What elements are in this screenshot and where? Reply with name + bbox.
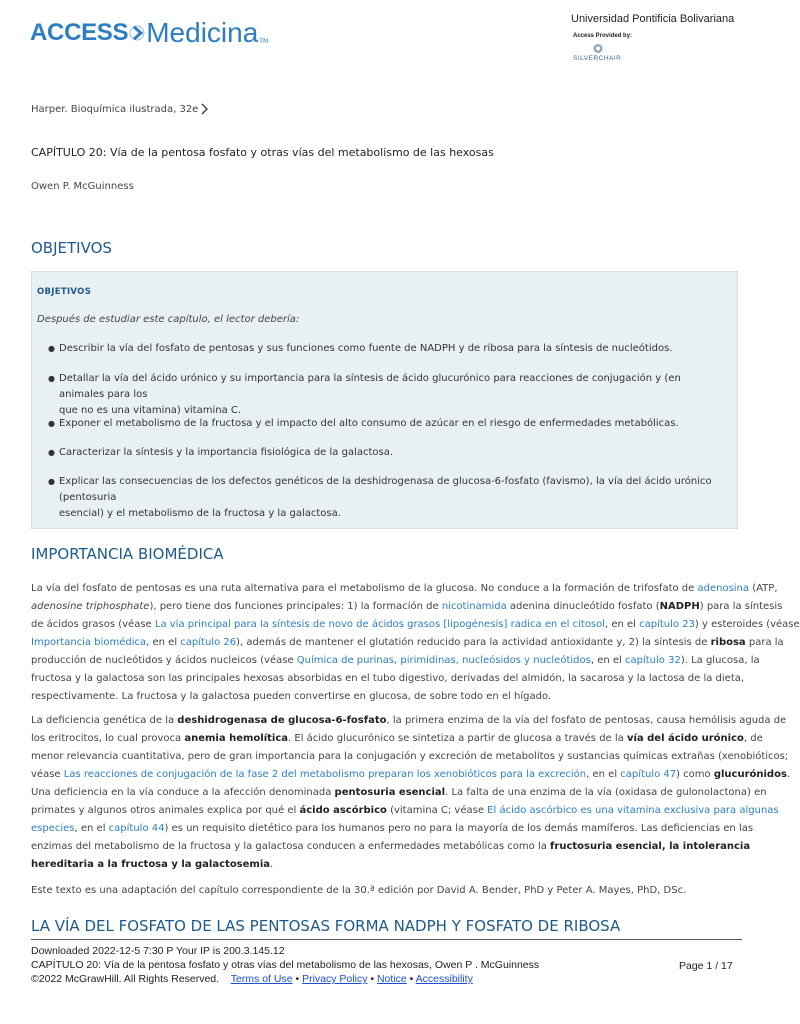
text-line: respectivamente. La fructosa y la galactosa pueden convertirse en glucosa, de sobre todo en el hígado. xyxy=(31,691,552,702)
bullet-icon: ● xyxy=(48,419,55,428)
footer xyxy=(31,944,539,986)
text-line: producción de nucleótidos y ácidos nucleicos (véase Química de purinas, pirimidinas, nucleósidos y nucleótidos, en el capítulo 32). La glucosa, la xyxy=(31,655,760,666)
bullet-icon: ● xyxy=(48,477,55,486)
link-adenosina[interactable]: adenosina xyxy=(697,583,750,594)
list-item xyxy=(48,371,728,419)
footer-copyright: ©2022 McGrawHill. All Rights Reserved. xyxy=(31,973,220,985)
bullet-icon: ● xyxy=(48,374,55,383)
text-line: de ácidos grasos (véase La vía principal para la síntesis de novo de ácidos grasos [lipogénesis] radica en el citosol, en el capítulo 23) y esteroides (véase xyxy=(31,619,800,630)
list-item xyxy=(48,474,728,522)
breadcrumb[interactable] xyxy=(31,103,210,115)
silverchair-logo xyxy=(573,42,633,68)
silverchair-text: SILVERCHAIR xyxy=(573,55,622,62)
breadcrumb-book[interactable]: Harper. Bioquímica ilustrada, 32e xyxy=(31,103,199,115)
link-capitulo-47[interactable]: capítulo 47 xyxy=(620,769,677,780)
access-medicina-logo[interactable] xyxy=(30,13,268,53)
bullet-icon: ● xyxy=(48,344,55,353)
list-item-line: Detallar la vía del ácido urónico y su importancia para la síntesis de ácido glucurónico para reacciones de conjugación y (en animales para los xyxy=(59,373,681,400)
link-capitulo-23[interactable]: capítulo 23 xyxy=(639,619,695,630)
link-importancia-biomedica[interactable]: Importancia biomédica xyxy=(31,637,147,648)
accessibility-link[interactable]: Accessibility xyxy=(415,973,473,985)
link-lipogenesis[interactable]: La vía principal para la síntesis de novo de ácidos grasos [lipogénesis] radica en el citosol xyxy=(154,619,605,630)
link-nicotinamida[interactable]: nicotinamida xyxy=(441,601,507,612)
logo-tm: TM xyxy=(259,38,269,45)
text-line: adenosine triphosphate), pero tiene dos funciones principales: 1) la formación de nicotinamida adenina dinucleótido fosfato (NADPH) para la síntesis xyxy=(31,601,783,612)
list-item-line: que no es una vitamina) vitamina C. xyxy=(59,405,242,416)
text-line: Este texto es una adaptación del capítulo correspondiente de la 30.ª edición por David A. Bender, PhD y Peter A. Mayes, PhD, DSc. xyxy=(31,885,687,896)
list-item xyxy=(48,416,728,432)
footer-divider xyxy=(31,939,742,940)
link-capitulo-44[interactable]: capítulo 44 xyxy=(108,823,165,834)
text-line: fructosa y la galactosa son las principales hexosas absorbidas en el tubo digestivo, derivadas del almidón, la sacarosa y la lactosa de la dieta, xyxy=(31,673,745,684)
section-heading-via-fosfato: LA VÍA DEL FOSFATO DE LAS PENTOSAS FORMA NADPH Y FOSFATO DE RIBOSA xyxy=(31,917,621,935)
list-item-line: Exponer el metabolismo de la fructosa y el impacto del alto consumo de azúcar en el riesgo de enfermedades metabólicas. xyxy=(59,418,679,429)
list-item xyxy=(48,341,728,357)
link-capitulo-32[interactable]: capítulo 32 xyxy=(625,655,681,666)
bullet-icon: ● xyxy=(48,448,55,457)
link-acido-ascorbico[interactable]: El ácido ascórbico es una vitamina exclusiva para algunas xyxy=(487,805,779,816)
footer-links: ©2022 McGrawHill. All Rights Reserved. Terms of Use • Privacy Policy • Notice • Accessibility xyxy=(31,973,473,985)
terms-of-use-link[interactable]: Terms of Use xyxy=(230,973,293,985)
logo-chevron-icon xyxy=(129,22,145,44)
privacy-policy-link[interactable]: Privacy Policy xyxy=(302,973,368,985)
text-line: Importancia biomédica, en el capítulo 26), además de mantener el glutatión reducido para la actividad antioxidante y, 2) la síntesis de ribosa para la xyxy=(31,637,784,648)
text-line: Una deficiencia en la vía conduce a la afección denominada pentosuria esencial. La falta de una enzima de la vía (oxidasa de gulonolactona) en xyxy=(31,787,767,798)
footer-chapter-line: CAPÍTULO 20: Vía de la pentosa fosfato y otras vías del metabolismo de las hexosas, Owen P . McGuinness xyxy=(31,959,540,971)
list-item xyxy=(48,445,728,461)
logo-access-text: ACCESS xyxy=(30,19,129,46)
objetivos-box-label: OBJETIVOS xyxy=(37,287,92,297)
text-line: menor relevancia cuantitativa, pero de gran importancia para la conjugación y excreción de metabolitos y sustancias químicas extrañas (xenobióticos; xyxy=(31,751,789,762)
link-capitulo-26[interactable]: capítulo 26 xyxy=(180,637,237,648)
importancia-heading: IMPORTANCIA BIOMÉDICA xyxy=(31,545,224,563)
paragraph-3 xyxy=(31,882,739,900)
text-line: véase Las reacciones de conjugación de la fase 2 del metabolismo preparan los xenobióticos para la excreción, en el capítulo 47) como glucurónidos. xyxy=(31,769,791,780)
text-line: La vía del fosfato de pentosas es una ruta alternativa para el metabolismo de la glucosa. No conduce a la formación de trifosfato de adenosina (ATP, xyxy=(31,583,778,594)
list-item-line: Caracterizar la síntesis y la importancia fisiológica de la galactosa. xyxy=(59,447,394,458)
chevron-right-icon xyxy=(200,103,210,115)
link-conjugacion-fase-2[interactable]: Las reacciones de conjugación de la fase 2 del metabolismo preparan los xenobióticos para la excreción xyxy=(63,769,587,780)
text-line: los eritrocitos, lo cual provoca anemia hemolítica. El ácido glucurónico se sintetiza a partir de glucosa a través de la vía del ácido urónico, de xyxy=(31,733,763,744)
access-provided-label: Access Provided by: xyxy=(573,33,633,39)
objetivos-intro: Después de estudiar este capítulo, el lector debería: xyxy=(37,314,300,325)
notice-link[interactable]: Notice xyxy=(376,973,407,985)
text-line: primates y algunos otros animales explica por qué el ácido ascórbico (vitamina C; véase El ácido ascórbico es una vitamina exclusiva para algunas xyxy=(31,805,779,816)
text-line: La deficiencia genética de la deshidrogenasa de glucosa-6-fosfato, la primera enzima de la vía del fosfato de pentosas, causa hemólisis aguda de xyxy=(31,715,787,726)
paragraph-1 xyxy=(31,580,800,706)
chapter-title: CAPÍTULO 20: Vía de la pentosa fosfato y otras vías del metabolismo de las hexosas xyxy=(31,146,494,159)
link-especies[interactable]: especies xyxy=(31,823,75,834)
text-line: hereditaria a la fructosa y la galactosemia. xyxy=(31,859,274,870)
silverchair-emblem-icon xyxy=(573,42,633,55)
link-quimica-purinas[interactable]: Química de purinas, pirimidinas, nucleósidos y nucleótidos xyxy=(296,655,591,666)
paragraph-2 xyxy=(31,712,791,874)
page-number: Page 1 / 17 xyxy=(679,960,733,972)
list-item-line: Explicar las consecuencias de los defectos genéticos de la deshidrogenasa de glucosa-6-fosfato (favismo), la vía del ácido urónico (pentosuria xyxy=(59,476,712,503)
list-item-line: Describir la vía del fosfato de pentosas y sus funciones como fuente de NADPH y de ribosa para la síntesis de nucleótidos. xyxy=(59,343,673,354)
footer-downloaded: Downloaded 2022-12-5 7:30 P Your IP is 200.3.145.12 xyxy=(31,945,285,957)
text-line: enzimas del metabolismo de la fructosa y la galactosa conducen a enfermedades metabólicas como la fructosuria esencial, la intolerancia xyxy=(31,841,751,852)
institution-name: Universidad Pontificia Bolivariana xyxy=(571,13,735,25)
objetivos-heading: OBJETIVOS xyxy=(31,239,112,257)
list-item-line: esencial) y el metabolismo de la fructosa y la galactosa. xyxy=(59,508,341,519)
text-line: especies, en el capítulo 44) es un requisito dietético para los humanos pero no para la mayoría de los demás mamíferos. Las deficiencias en las xyxy=(31,823,754,834)
author: Owen P. McGuinness xyxy=(31,181,134,192)
logo-medicina-text: Medicina xyxy=(146,17,259,48)
